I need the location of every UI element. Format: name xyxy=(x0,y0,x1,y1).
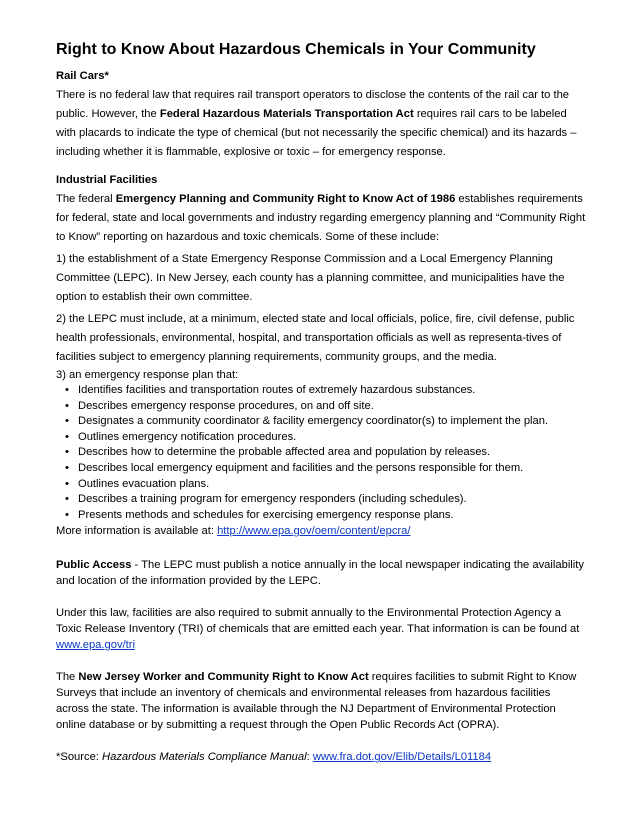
tri-text: Under this law, facilities are also required to submit annually to the Environmental Protection Agency a Toxic Release Inventory (TRI) of chemicals that are emitted each year. That information is can be found at xyxy=(56,607,580,636)
nj-text-a: The xyxy=(56,671,79,684)
industrial-text-b: establishes requirements for federal, state and local governments and industry regarding emergency planning and “Community Right to Know” reporting on hazardous and toxic chemicals. Some of these include: xyxy=(56,193,586,243)
source-title: Hazardous Materials Compliance Manual xyxy=(102,751,307,764)
list-item: • Outlines evacuation plans. xyxy=(65,477,586,493)
more-info-text: More information is available at: xyxy=(56,525,218,538)
list-item: • Describes local emergency equipment and facilities and the persons responsible for them. xyxy=(65,461,586,477)
public-access-paragraph xyxy=(56,557,586,589)
nj-act-name: New Jersey Worker and Community Right to Know Act xyxy=(78,671,369,684)
nj-act-paragraph xyxy=(56,669,586,733)
epcra-link[interactable]: http://www.epa.gov/oem/content/epcra/ xyxy=(217,525,411,538)
public-access-text: - The LEPC must publish a notice annually in the local newspaper indicating the availability and location of the information provided by the LEPC. xyxy=(56,559,584,588)
document-page xyxy=(56,40,586,765)
tri-link[interactable]: www.epa.gov/tri xyxy=(56,639,135,652)
nj-text-b: requires facilities to submit Right to Know Surveys that include an inventory of chemicals and environmental releases from hazardous facilities across the state. The information is available through the NJ Department of Environmental Protection online database or by submitting a request through the Open Public Records Act (OPRA). xyxy=(56,671,577,732)
page-title: Right to Know About Hazardous Chemicals in Your Community xyxy=(56,41,536,58)
requirement-item-1: 1) the establishment of a State Emergency Response Commission and a Local Emergency Planning Committee (LEPC). In New Jersey, each county has a planning committee, and municipalities have the option to establish their own committee. xyxy=(56,253,565,303)
source-colon: : xyxy=(306,751,313,764)
rail-text-a: There is no federal law that requires rail transport operators to disclose the contents of the rail car to the public. However, the xyxy=(56,89,570,120)
rail-act-name: Federal Hazardous Materials Transportation Act xyxy=(159,108,414,120)
source-link[interactable]: www.fra.dot.gov/Elib/Details/L01184 xyxy=(312,751,492,764)
more-info-line xyxy=(56,523,586,539)
rail-cars-paragraph xyxy=(56,86,586,162)
rail-cars-heading: Rail Cars* xyxy=(56,70,109,82)
list-item: • Presents methods and schedules for exercising emergency response plans. xyxy=(65,508,586,524)
tri-paragraph xyxy=(56,605,586,653)
industrial-heading: Industrial Facilities xyxy=(56,174,158,186)
public-access-heading: Public Access xyxy=(56,559,132,572)
list-item: • Describes a training program for emergency responders (including schedules). xyxy=(65,492,586,508)
response-plan-list xyxy=(56,383,586,523)
list-item: • Designates a community coordinator & facility emergency coordinator(s) to implement the plan. xyxy=(65,414,586,430)
industrial-text-a: The federal xyxy=(56,193,116,205)
rail-text-b: requires rail cars to be labeled with placards to indicate the type of chemical (but not necessarily the specific chemical) and its hazards – including whether it is flammable, explosive or toxic – for emergency response. xyxy=(56,108,577,158)
source-prefix: *Source: xyxy=(56,751,103,764)
list-item: • Describes how to determine the probable affected area and population by releases. xyxy=(65,445,586,461)
list-item: • Outlines emergency notification procedures. xyxy=(65,430,586,446)
industrial-act-name: Emergency Planning and Community Right to Know Act of 1986 xyxy=(115,193,456,205)
source-line xyxy=(56,749,586,765)
industrial-paragraph xyxy=(56,190,586,247)
list-item: • Identifies facilities and transportation routes of extremely hazardous substances. xyxy=(65,383,586,399)
requirement-item-2: 2) the LEPC must include, at a minimum, elected state and local officials, police, fire, civil defense, public health professionals, environmental, hospital, and transportation officials as well as representa-tives of facilities subject to emergency planning requirements, community groups, and the media. xyxy=(56,313,575,363)
requirement-item-3: 3) an emergency response plan that: xyxy=(56,369,239,381)
list-item: • Describes emergency response procedures, on and off site. xyxy=(65,399,586,415)
